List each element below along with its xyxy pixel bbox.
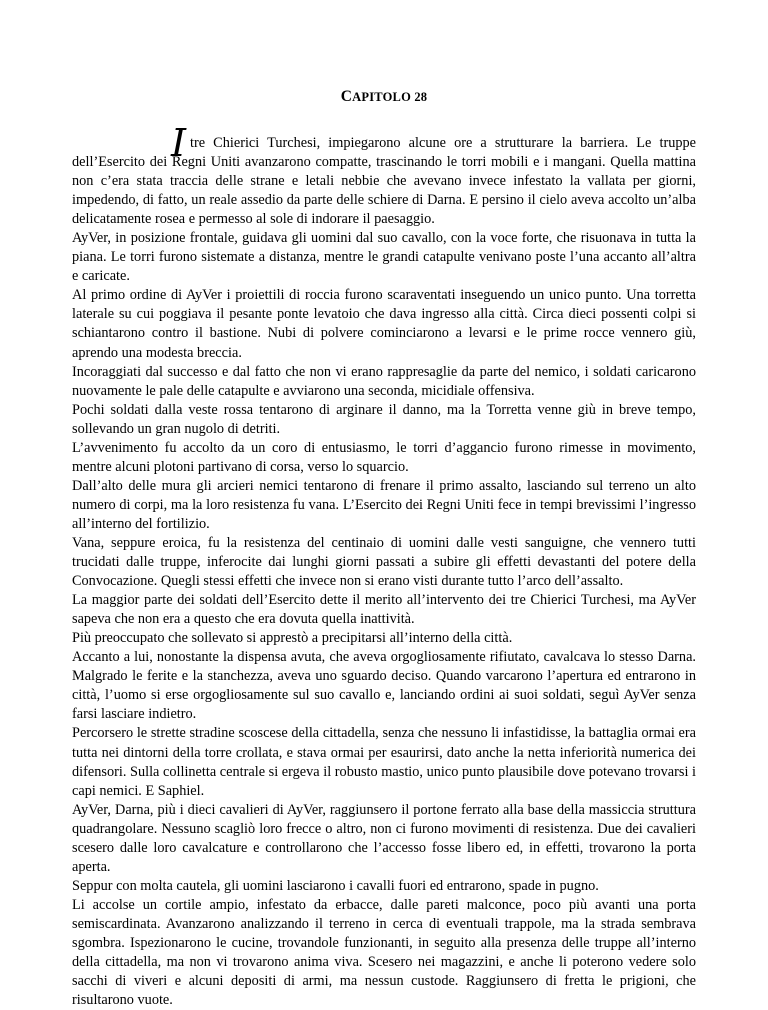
paragraph-4: Incoraggiati dal successo e dal fatto che non vi erano rappresaglie da parte del nemico, i soldati caricarono nuovamente le pale delle catapulte e avviarono una seconda, micidiale offensiva. — [72, 363, 696, 399]
chapter-title-initial: C — [340, 88, 353, 105]
paragraph-1-text: tre Chierici Turchesi, impiegarono alcune ore a strutturare la barriera. Le truppe dell’Esercito dei Regni Uniti avanzarono compatte, trascinando le torri mobili e i mangani. Quella mattina non c’era stata traccia delle strane e letali nebbie che avevano invece infestato la vallata per giorni, impedendo, di fatto, un reale assedio da parte delle schiere di Darna. E persino il cielo aveva accolto un’alba delicatamente rosea e permesso al sole di indorare il paesaggio. — [72, 135, 696, 228]
paragraph-10: Più preoccupato che sollevato si apprestò a precipitarsi all’interno della città. — [72, 630, 513, 647]
drop-cap — [72, 121, 190, 165]
paragraph-3: Al primo ordine di AyVer i proiettili di roccia furono scaraventati inseguendo un unico punto. Una torretta laterale su cui poggiava il pesante ponte levatoio che dava ingresso alla città. Circa dieci possenti colpi si schiantarono contro il bastione. Nubi di polvere cominciarono a levarsi e le prime rocce vennero giù, aprendo una modesta breccia. — [72, 287, 696, 361]
paragraph-8: Vana, seppure eroica, fu la resistenza del centinaio di uomini dalle vesti sanguigne, che vennero tutti trucidati dalle truppe, inferocite dai lunghi giorni passati a subire gli effetti devastanti del potere della Convocazione. Quegli stessi effetti che invece non si erano visti durante tutto l’arco dell’assalto. — [72, 534, 696, 590]
document-page — [72, 0, 696, 1009]
paragraph-15: Li accolse un cortile ampio, infestato da erbacce, dalle pareti malconce, poco più avanti una porta semiscardinata. Avanzarono analizzando il terreno in cerca di eventuali trappole, ma la strada sembrava sgombra. Ispezionarono le cucine, trovandole funzionanti, in seguito alla presenza delle truppe all’interno della cittadella, ma non vi trovarono anima viva. Scesero nei magazzini, e anche li poterono vedere solo sacchi di viveri e alcuni depositi di armi, ma nessun custode. Raggiunsero di fretta le prigioni, che risultarono vuote. — [72, 896, 696, 1009]
paragraph-1 — [72, 121, 696, 229]
paragraph-9: La maggior parte dei soldati dell’Esercito dette il merito all’intervento dei tre Chierici Turchesi, ma AyVer sapeva che non era a questo che era dovuta quella inattività. — [72, 592, 696, 628]
paragraph-14: Seppur con molta cautela, gli uomini lasciarono i cavalli fuori ed entrarono, spade in pugno. — [72, 877, 599, 894]
paragraph-12: Percorsero le strette stradine scoscese della cittadella, senza che nessuno li infastidisse, la battaglia ormai era tutta nei dintorni della torre crollata, e stava ormai per esaurirsi, dato anche la netta inferiorità numerica dei difensori. Sulla collinetta centrale si ergeva il robusto mastio, unico punto plausibile dove potevano trovarsi i capi nemici. E Saphiel. — [72, 725, 696, 799]
paragraph-11: Accanto a lui, nonostante la dispensa avuta, che aveva orgogliosamente rifiutato, cavalcava lo stesso Darna. Malgrado le ferite e la stanchezza, aveva uno sguardo deciso. Quando varcarono l’apertura ed entrarono in città, l’uomo si erse orgogliosamente sul suo cavallo e, lanciando ordini ai suoi soldati, seguì AyVer senza farsi lasciare indietro. — [72, 649, 696, 723]
chapter-body — [72, 121, 696, 1010]
chapter-title — [72, 88, 696, 106]
chapter-title-rest: APITOLO 28 — [352, 90, 428, 104]
paragraph-5: Pochi soldati dalla veste rossa tentarono di arginare il danno, ma la Torretta venne giù in breve tempo, sollevando un gran nugolo di detriti. — [72, 401, 696, 437]
paragraph-6: L’avvenimento fu accolto da un coro di entusiasmo, le torri d’aggancio furono rimesse in movimento, mentre alcuni plotoni partivano di corsa, verso lo squarcio. — [72, 439, 696, 475]
paragraph-7: Dall’alto delle mura gli arcieri nemici tentarono di frenare il primo assalto, lasciando sul terreno un alto numero di corpi, ma la loro resistenza fu vana. L’Esercito dei Regni Uniti fece in tempi brevissimi l’ingresso all’interno del fortilizio. — [72, 477, 696, 532]
paragraph-2: AyVer, in posizione frontale, guidava gli uomini dal suo cavallo, con la voce forte, che risuonava in tutta la piana. Le torri furono sistemate a distanza, mentre le grandi catapulte venivano poste l’una accanto all’altra e caricate. — [72, 230, 696, 285]
paragraph-13: AyVer, Darna, più i dieci cavalieri di AyVer, raggiunsero il portone ferrato alla base della massiccia struttura quadrangolare. Nessuno scagliò loro frecce o altro, non ci furono movimenti di resistenza. Due dei cavalieri scesero dalle loro cavalcature e controllarono che l’accesso fosse libero ed, in effetti, trovarono la porta aperta. — [72, 801, 696, 875]
drop-cap-letter: I — [170, 121, 186, 165]
